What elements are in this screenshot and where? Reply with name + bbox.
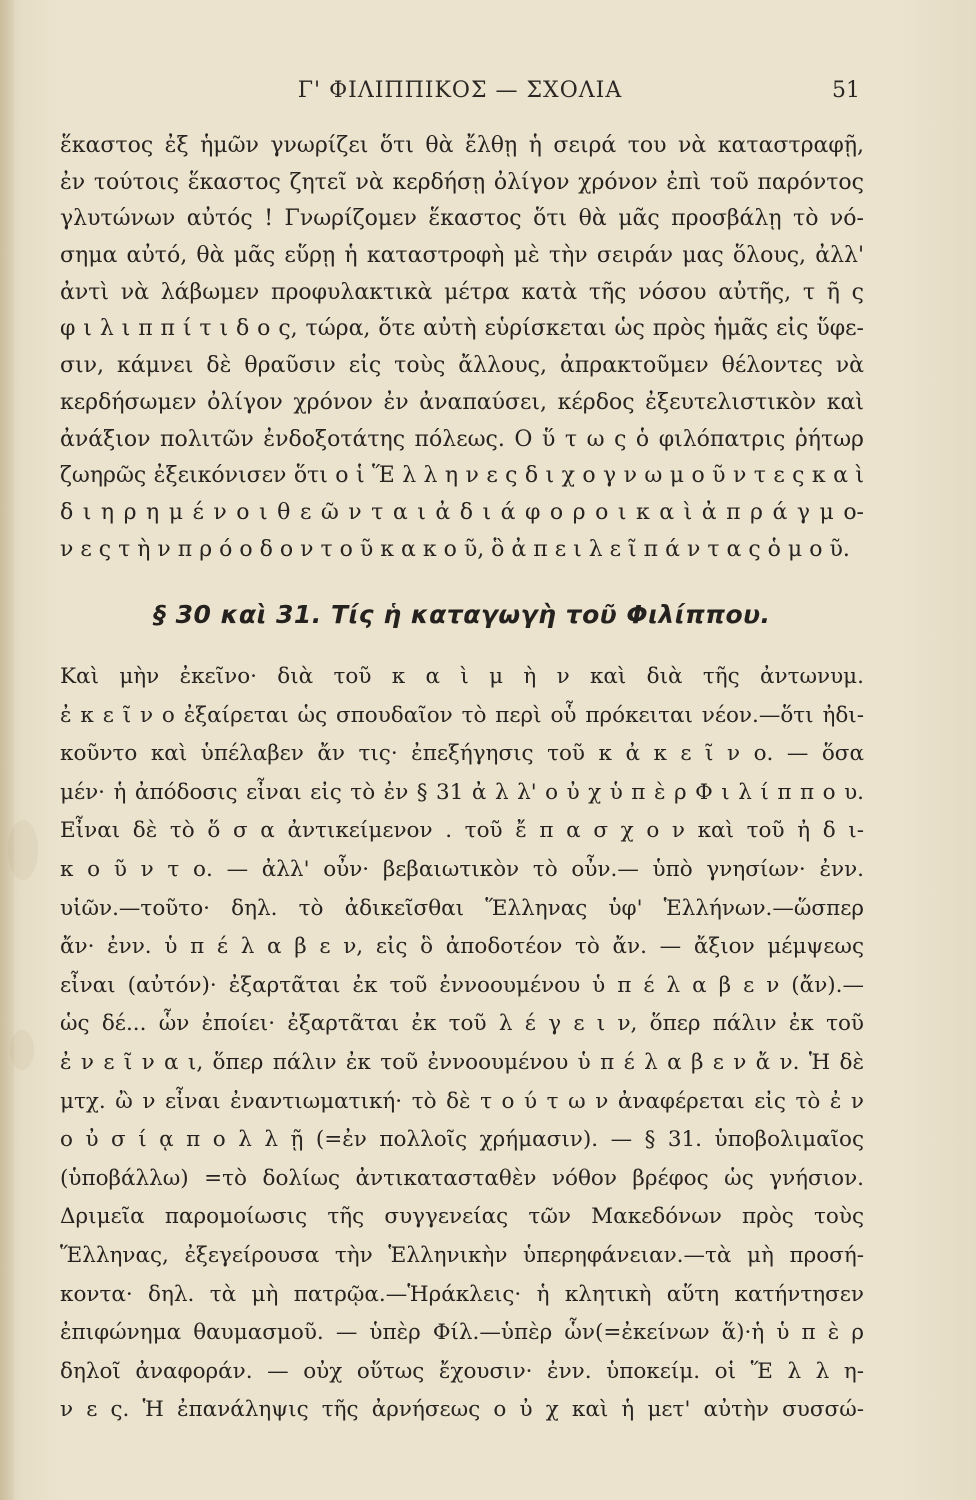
commentary-line: μτχ. ὢ ν εἶναι ἐναντιωματική· τὸ δὲ τ ο ύ τ ω ν ἀναφέρεται εἰς τὸ ἐ ν [60,1088,864,1114]
text-line: δ ι η ρ η μ έ ν ο ι θ ε ῶ ν τ α ι ἀ δ ι ά φ ο ρ ο ι κ α ὶ ἀ π ρ ά γ μ ο- [60,499,864,525]
commentary-line: κ ο ῦ ν τ ο. — ἀλλ' οὖν· βεβαιωτικὸν τὸ οὖν.— ὑπὸ γνησίων· ἐνν. [60,856,864,882]
section-title: § 30 καὶ 31. Τίς ἡ καταγωγὴ τοῦ Φιλίππου. [153,600,771,629]
paper-stain [8,820,38,880]
commentary-line: ἄν· ἐνν. ὑ π έ λ α β ε ν, εἰς ὃ ἀποδοτέον τὸ ἄν. — ἄξιον μέμψεως [60,934,864,960]
text-line: ἀνάξιον πολιτῶν ἐνδοξοτάτης πόλεως. Ο ὕ τ ω ς ὁ φιλόπατρις ῥήτωρ [60,426,864,452]
text-line: ἀντὶ νὰ λάβωμεν προφυλακτικὰ μέτρα κατὰ τῆς νόσου αὐτῆς, τ ῆ ς [60,279,864,305]
text-line: γλυτώνων αὐτός ! Γνωρίζομεν ἕκαστος ὅτι θὰ μᾶς προσβάλῃ τὸ νό- [60,206,864,232]
commentary-line: Καὶ μὴν ἐκεῖνο· διὰ τοῦ κ α ὶ μ ὴ ν καὶ διὰ τῆς ἀντωνυμ. [60,664,864,689]
text-line: σιν, κάμνει δὲ θραῦσιν εἰς τοὺς ἄλλους, ἀπρακτοῦμεν θέλοντες νὰ [60,353,864,379]
commentary-line: Ἕλληνας, ἐξεγείρουσα τὴν Ἑλληνικὴν ὑπερηφάνειαν.—τὰ μὴ προσή- [60,1242,864,1268]
running-head: Γ' ΦΙΛΙΠΠΙΚΟΣ — ΣΧΟΛΙΑ [297,78,623,103]
commentary-line: κοντα· δηλ. τὰ μὴ πατρῷα.—Ἡράκλεις· ἡ κλητικὴ αὕτη κατήντησεν [60,1281,864,1307]
commentary-line: (ὑποβάλλω) =τὸ δολίως ἀντικατασταθὲν νόθον βρέφος ὡς γνήσιον. [60,1165,864,1191]
main-text-block [60,128,864,568]
commentary-line: Δριμεῖα παρομοίωσις τῆς συγγενείας τῶν Μακεδόνων πρὸς τοὺς [60,1204,864,1230]
commentary-line: κοῦντο καὶ ὑπέλαβεν ἄν τις· ἐπεξήγησις τοῦ κ ἀ κ ε ῖ ν ο. — ὅσα [60,741,864,767]
page-number: 51 [832,78,860,103]
commentary-line: δηλοῖ ἀναφοράν. — οὐχ οὕτως ἔχουσιν· ἐνν. ὑποκείμ. οἱ Ἕ λ λ η- [60,1358,864,1384]
commentary-line: Εἶναι δὲ τὸ ὅ σ α ἀντικείμενον . τοῦ ἔ π α σ χ ο ν καὶ τοῦ ἠ δ ι- [60,818,864,844]
commentary-line: ἐπιφώνημα θαυμασμοῦ. — ὑπὲρ Φίλ.—ὑπὲρ ὧν(=ἐκείνων ἅ)·ἡ ὑ π ὲ ρ [60,1320,864,1346]
text-line: σημα αὐτό, θὰ μᾶς εὕρῃ ἡ καταστροφὴ μὲ τὴν σειράν μας ὅλους, ἀλλ' [60,243,864,269]
page-header [60,72,860,112]
commentary-line: εἶναι (αὐτόν)· ἐξαρτᾶται ἐκ τοῦ ἐννοουμένου ὑ π έ λ α β ε ν (ἄν).— [60,972,864,998]
text-line: κερδήσωμεν ὀλίγον χρόνον ἐν ἀναπαύσει, κέρδος ἐξευτελιστικὸν καὶ [60,389,864,415]
commentary-line: ο ὐ σ ί ᾳ π ο λ λ ῇ (=ἐν πολλοῖς χρήμασιν). — § 31. ὑποβολιμαῖος [60,1127,864,1153]
page-spine-shadow [0,0,14,1500]
commentary-line: ὡς δέ... ὧν ἐποίει· ἐξαρτᾶται ἐκ τοῦ λ έ γ ε ι ν, ὅπερ πάλιν ἐκ τοῦ [60,1011,864,1037]
commentary-block [60,658,864,1430]
text-line: ν ε ς τ ὴ ν π ρ ό ο δ ο ν τ ο ῦ κ α κ ο ῦ, ὃ ἀ π ε ι λ ε ῖ π ά ν τ α ς ὁ μ ο ῦ. [60,536,850,562]
commentary-line: ἐ ν ε ῖ ν α ι, ὅπερ πάλιν ἐκ τοῦ ἐννοουμένου ὑ π έ λ α β ε ν ἄ ν. Ἡ δὲ [60,1049,864,1075]
commentary-line: υἱῶν.—τοῦτο· δηλ. τὸ ἀδικεῖσθαι Ἕλληνας ὑφ' Ἑλλήνων.—ὥσπερ [60,895,864,921]
paper-stain [10,1030,34,1070]
text-line: ἕκαστος ἐξ ἡμῶν γνωρίζει ὅτι θὰ ἔλθῃ ἡ σειρά του νὰ καταστραφῇ, [60,133,864,158]
text-line: ἐν τούτοις ἕκαστος ζητεῖ νὰ κερδήσῃ ὀλίγον χρόνον ἐπὶ τοῦ παρόντος [60,169,864,195]
commentary-line: μέν· ἡ ἀπόδοσις εἶναι εἰς τὸ ἐν § 31 ἀ λ λ' ο ὐ χ ὑ π ὲ ρ Φ ι λ ί π π ο υ. [60,779,864,805]
commentary-line: ἐ κ ε ῖ ν ο ἐξαίρεται ὡς σπουδαῖον τὸ περὶ οὗ πρόκειται νέον.—ὅτι ἠδι- [60,702,864,728]
text-line: ζωηρῶς ἐξεικόνισεν ὅτι ο ἱ Ἕ λ λ η ν ε ς δ ι χ ο γ ν ω μ ο ῦ ν τ ε ς κ α ὶ [60,463,864,489]
commentary-line: ν ε ς. Ἡ ἐπανάληψις τῆς ἀρνήσεως ο ὐ χ καὶ ἡ μετ' αὐτὴν συσσώ- [60,1397,864,1423]
text-line: φ ι λ ι π π ί τ ι δ ο ς, τώρα, ὅτε αὐτὴ εὑρίσκεται ὡς πρὸς ἡμᾶς εἰς ὕφε- [60,316,864,342]
